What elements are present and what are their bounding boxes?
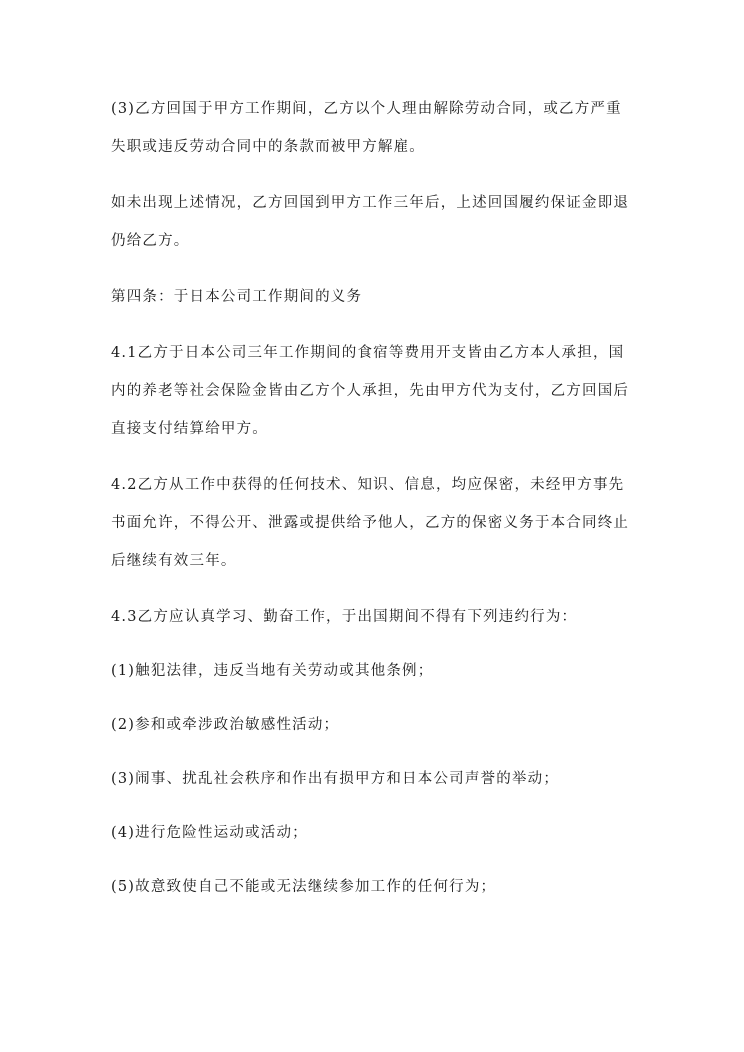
- list-item-violation-1: (1)触犯法律，违反当地有关劳动或其他条例；: [111, 663, 434, 679]
- list-item-violation-3: (3)闹事、扰乱社会秩序和作出有损甲方和日本公司声誉的举动；: [111, 771, 560, 787]
- paragraph-4-3-conduct: 4.3乙方应认真学习、勤奋工作，于出国期间不得有下列违约行为：: [111, 609, 578, 625]
- document-body: [111, 90, 635, 906]
- paragraph-4-2-confidentiality: 4.2乙方从工作中获得的任何技术、知识、信息，均应保密，未经甲方事先书面允许，不得公开、泄露或提供给予他人，乙方的保密义务于本合同终止后继续有效三年。: [111, 477, 630, 569]
- paragraph-deposit-refund: 如未出现上述情况，乙方回国到甲方工作三年后，上述回国履约保证金即退仍给乙方。: [111, 195, 630, 249]
- list-item-violation-2: (2)参和或牵涉政治敏感性活动；: [111, 717, 340, 733]
- list-item-violation-4: (4)进行危险性运动或活动；: [111, 825, 308, 841]
- section-heading-article-4: 第四条：于日本公司工作期间的义务: [111, 289, 363, 305]
- paragraph-clause-3-dismissal: (3)乙方回国于甲方工作期间，乙方以个人理由解除劳动合同，或乙方严重失职或违反劳动合同中的条款而被甲方解雇。: [111, 101, 622, 155]
- list-item-violation-5: (5)故意致使自己不能或无法继续参加工作的任何行为；: [111, 879, 497, 895]
- paragraph-4-1-expenses: 4.1乙方于日本公司三年工作期间的食宿等费用开支皆由乙方本人承担，国内的养老等社会保险金皆由乙方个人承担，先由甲方代为支付，乙方回国后直接支付结算给甲方。: [111, 345, 630, 437]
